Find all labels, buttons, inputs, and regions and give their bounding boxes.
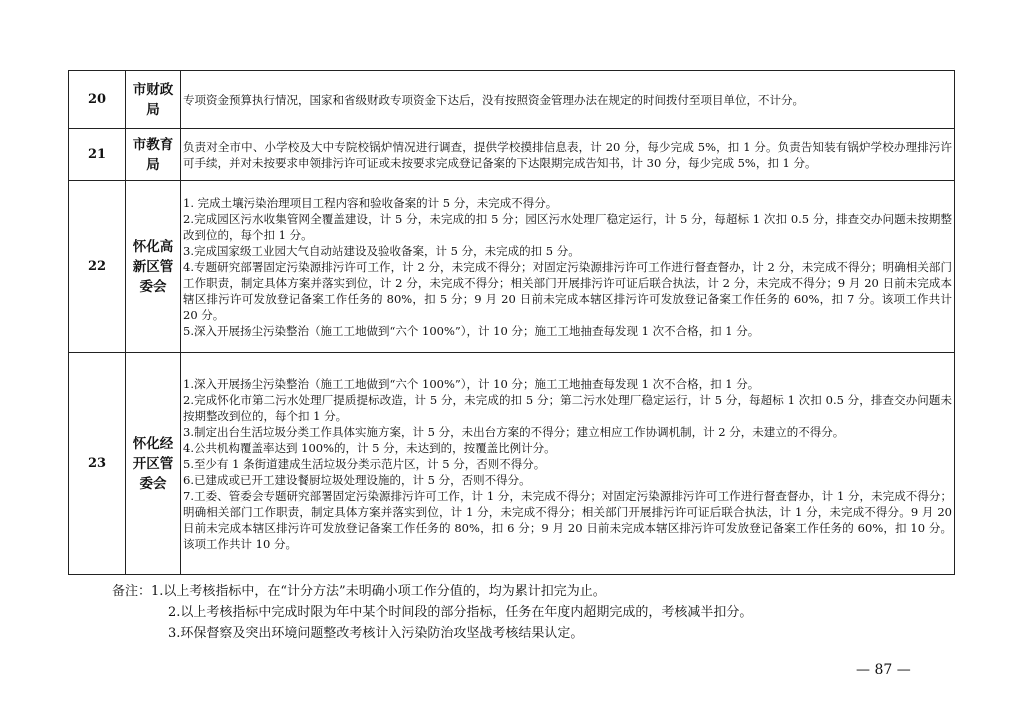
table-row	[69, 181, 955, 353]
scoring-item: 3.制定出台生活垃圾分类工作具体实施方案，计 5 分，未出台方案的不得分；建立相应工作协调机制，计 2 分，未建立的不得分。	[183, 424, 845, 439]
scoring-item: 专项资金预算执行情况，国家和省级财政专项资金下达后，没有按照资金管理办法在规定的时间拨付至项目单位，不计分。	[183, 92, 804, 107]
responsible-unit: 怀化经开区管委会	[126, 353, 181, 575]
row-number: 21	[69, 129, 126, 181]
footnote-2: 2.以上考核指标中完成时限为年中某个时间段的部分指标，任务在年度内超期完成的，考核减半扣分。	[168, 605, 753, 620]
footnotes	[112, 581, 752, 644]
scoring-item: 7.工委、管委会专题研究部署固定污染源排污许可工作，计 1 分，未完成不得分；对固定污染源排污许可工作进行督查督办，计 1 分，未完成不得分；明确相关部门工作职责，制定具体方案并落实到位，计 1 分，未完成不得分；相关部门开展排污许可证后联合执法，计 1 分，未完成不得分。9 月 20 日前未完成本辖区排污许可发放登记备案工作任务的 80%，扣 6 分；9 月 20 日前未完成本辖区排污许可发放登记备案工作任务的 60%，扣 10 分。该项工作共计 10 分。	[183, 488, 952, 551]
scoring-method	[181, 129, 955, 181]
scoring-method	[181, 71, 955, 129]
scoring-item: 2.完成园区污水收集管网全覆盖建设，计 5 分，未完成的扣 5 分；园区污水处理厂稳定运行，计 5 分，每超标 1 次扣 0.5 分，排查交办问题未按期整改到位的，每个扣 1 分。	[183, 211, 952, 242]
table-row	[69, 129, 955, 181]
row-number: 20	[69, 71, 126, 129]
table-row	[69, 71, 955, 129]
scoring-item: 5.深入开展扬尘污染整治（施工工地做到“六个 100%”），计 10 分；施工工地抽查每发现 1 次不合格，扣 1 分。	[183, 323, 760, 338]
footnote-1: 备注：1.以上考核指标中，在“计分方法”未明确小项工作分值的，均为累计扣完为止。	[112, 584, 606, 599]
scoring-item: 2.完成怀化市第二污水处理厂提质提标改造，计 5 分，未完成的扣 5 分；第二污水处理厂稳定运行，计 5 分，每超标 1 次扣 0.5 分，排查交办问题未按期整改到位的，每个扣 1 分。	[183, 392, 952, 423]
scoring-item: 1.深入开展扬尘污染整治（施工工地做到“六个 100%”），计 10 分；施工工地抽查每发现 1 次不合格，扣 1 分。	[183, 376, 760, 391]
scoring-item: 4.专题研究部署固定污染源排污许可工作，计 2 分，未完成不得分；对固定污染源排污许可工作进行督查督办，计 2 分，未完成不得分；明确相关部门工作职责，制定具体方案并落实到位，计 2 分，未完成不得分；相关部门开展排污许可证后联合执法，计 2 分，未完成不得分；9 月 20 日前未完成本辖区排污许可发放登记备案工作任务的 80%，扣 5 分；9 月 20 日前未完成本辖区排污许可发放登记备案工作任务的 60%，扣 7 分。该项工作共计 20 分。	[183, 259, 952, 322]
scoring-item: 6.已建成或已开工建设餐厨垃圾处理设施的，计 5 分，否则不得分。	[183, 472, 531, 487]
footnote-3: 3.环保督察及突出环境问题整改考核计入污染防治攻坚战考核结果认定。	[168, 626, 584, 641]
scoring-item: 4.公共机构覆盖率达到 100%的，计 5 分，未达到的，按覆盖比例计分。	[183, 440, 556, 455]
scoring-method	[181, 181, 955, 353]
row-number: 22	[69, 181, 126, 353]
responsible-unit: 市财政局	[126, 71, 181, 129]
scoring-item: 负责对全市中、小学校及大中专院校锅炉情况进行调查，提供学校摸排信息表，计 20 分，每少完成 5%，扣 1 分。负责告知装有锅炉学校办理排污许可手续，并对未按要求申领排污许可证或未按要求完成登记备案的下达限期完成告知书，计 30 分，每少完成 5%，扣 1 分。	[183, 139, 952, 170]
table-row	[69, 353, 955, 575]
page-number: — 87 —	[856, 662, 911, 678]
scoring-item: 1. 完成土壤污染治理项目工程内容和验收备案的计 5 分，未完成不得分。	[183, 195, 558, 210]
responsible-unit: 怀化高新区管委会	[126, 181, 181, 353]
row-number: 23	[69, 353, 126, 575]
scoring-item: 5.至少有 1 条街道建成生活垃圾分类示范片区，计 5 分，否则不得分。	[183, 456, 546, 471]
responsible-unit: 市教育局	[126, 129, 181, 181]
scoring-item: 3.完成国家级工业园大气自动站建设及验收备案，计 5 分，未完成的扣 5 分。	[183, 243, 580, 258]
scoring-method	[181, 353, 955, 575]
assessment-table	[68, 70, 955, 575]
